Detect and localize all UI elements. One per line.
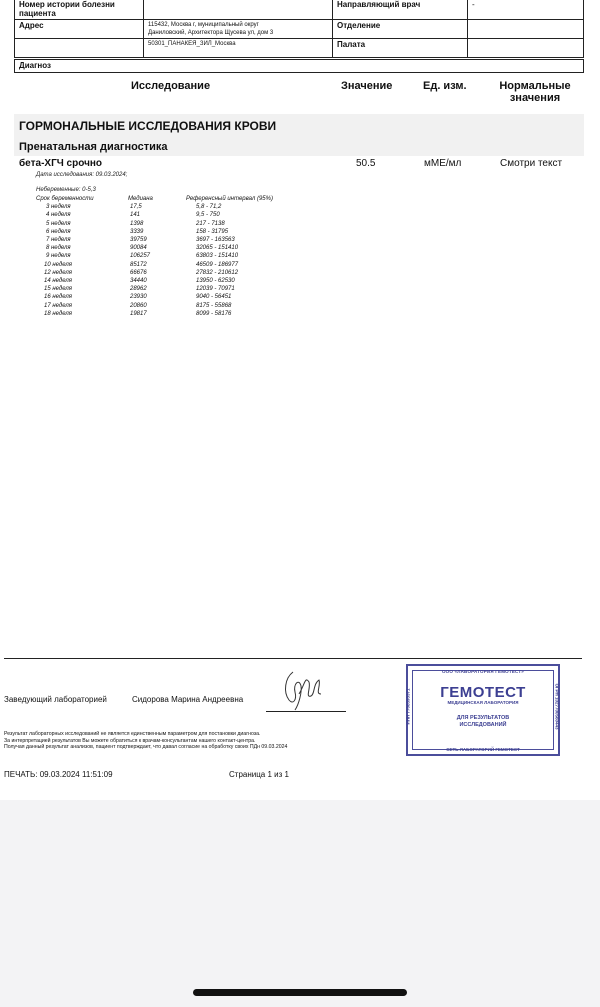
- ref-median: 39759: [130, 237, 147, 244]
- ref-term: 6 неделя: [46, 228, 71, 235]
- reference-row: [36, 302, 273, 310]
- test-unit: мМЕ/мл: [424, 158, 462, 169]
- nonpregnant-range: Небеременные: 0-5,3: [36, 187, 96, 193]
- ref-median: 66676: [130, 269, 147, 276]
- ref-interval: 9,5 - 750: [196, 212, 220, 219]
- blank-cell: [15, 39, 144, 58]
- ref-median: 17,5: [130, 204, 142, 211]
- department-value: [468, 20, 584, 39]
- page-number: Страница 1 из 1: [229, 770, 289, 779]
- stamp-brand: ГЕМОТЕСТ: [440, 684, 526, 701]
- ref-term: 3 неделя: [46, 204, 71, 211]
- diagnosis-label: Диагноз: [19, 61, 51, 70]
- ward-value: [468, 39, 584, 58]
- ref-term: 17 неделя: [44, 302, 72, 309]
- doctor-value: -: [468, 0, 584, 20]
- ref-interval: 32065 - 151410: [196, 245, 239, 252]
- reference-row: [36, 269, 273, 277]
- column-test: Исследование: [131, 80, 211, 92]
- ref-term: 14 неделя: [44, 278, 72, 285]
- column-norm: Нормальные значения: [499, 80, 571, 104]
- section-prenatal: Пренатальная диагностика: [14, 138, 584, 156]
- ref-median: 23930: [130, 294, 147, 301]
- signer-name: Сидорова Марина Андреевна: [132, 695, 244, 704]
- reference-row: [36, 310, 273, 318]
- lab-stamp: [406, 664, 560, 756]
- ref-median: 19817: [130, 310, 147, 317]
- ref-median: 106257: [130, 253, 151, 260]
- test-value: 50.5: [356, 158, 376, 169]
- history-label: Номер истории болезни пациента: [15, 0, 144, 20]
- ref-median: 3339: [130, 228, 144, 235]
- reference-row: [36, 220, 273, 228]
- ref-median: 141: [130, 212, 141, 219]
- stamp-inner-border: [412, 670, 554, 750]
- ref-interval: 9040 - 56451: [196, 294, 232, 301]
- empty-scroll-area: [0, 800, 600, 1007]
- stamp-network: СЕТЬ ЛАБОРАТОРИЙ ГЕМОТЕСТ: [446, 747, 520, 752]
- research-date: Дата исследования: 09.03.2024;: [36, 172, 128, 178]
- ref-term: 16 неделя: [44, 294, 72, 301]
- ward-label: Палата: [333, 39, 468, 58]
- ref-median: 34440: [130, 278, 147, 285]
- reference-row: [36, 236, 273, 244]
- home-indicator[interactable]: [193, 989, 407, 996]
- referral-code: 50301_ПАНАКЕЯ_ЗИЛ_Москва: [144, 39, 333, 58]
- ref-term: 10 неделя: [44, 261, 72, 268]
- ref-term: 7 неделя: [46, 237, 71, 244]
- ref-median: 20860: [130, 302, 147, 309]
- signer-role: Заведующий лабораторией: [4, 695, 107, 704]
- footer-divider: [4, 658, 582, 659]
- stamp-purpose: ДЛЯ РЕЗУЛЬТАТОВ ИССЛЕДОВАНИЙ: [456, 715, 510, 728]
- ref-header-interval: Референсный интервал (95%): [186, 196, 273, 202]
- reference-row: [36, 285, 273, 293]
- reference-row: [36, 261, 273, 269]
- column-value: Значение: [341, 80, 393, 92]
- stamp-inn: ИНН 7708593371: [405, 688, 411, 725]
- reference-row: [36, 211, 273, 219]
- reference-row: [36, 228, 273, 236]
- reference-row: [36, 252, 273, 260]
- reference-row: [36, 277, 273, 285]
- stamp-ogrn: ОГРН 1027700560443: [554, 683, 560, 730]
- ref-term: 15 неделя: [44, 286, 72, 293]
- reference-row: [36, 244, 273, 252]
- stamp-company: ООО «ЛАБОРАТОРИЯ ГЕМОТЕСТ»: [441, 669, 525, 674]
- ref-header-median: Медиана: [128, 196, 153, 202]
- disclaimer: Результат лабораторных исследований не является единственным параметром для постановки диагноза. За интерпретацией результатов Вы можете обратиться к врачам-консультантам нашего контакт-центра. Получая данный результат анализов, пациент подтверждает, что давал согласие на обработку своих ПДн 09.03.2024: [4, 731, 288, 750]
- patient-header-table: [14, 0, 584, 58]
- ref-interval: 8099 - 58176: [196, 310, 232, 317]
- address-value: 115432, Москва г, муниципальный округ Даниловский, Архитектора Щусева ул, дом 3: [144, 20, 333, 39]
- diagnosis-row: [14, 59, 584, 73]
- ref-median: 90084: [130, 245, 147, 252]
- ref-term: 8 неделя: [46, 245, 71, 252]
- ref-term: 4 неделя: [46, 212, 71, 219]
- signature-icon: [275, 664, 335, 714]
- ref-median: 28962: [130, 286, 147, 293]
- section-hormonal: ГОРМОНАЛЬНЫЕ ИССЛЕДОВАНИЯ КРОВИ: [14, 114, 584, 138]
- ref-term: 18 неделя: [44, 310, 72, 317]
- ref-interval: 8175 - 55868: [196, 302, 232, 309]
- print-timestamp: ПЕЧАТЬ: 09.03.2024 11:51:09: [4, 770, 113, 779]
- history-value: [144, 0, 333, 20]
- reference-row: [36, 293, 273, 301]
- ref-interval: 158 - 31795: [196, 228, 229, 235]
- doctor-label: Направляющий врач: [333, 0, 468, 20]
- test-norm: Смотри текст: [500, 158, 563, 169]
- address-label: Адрес: [15, 20, 144, 39]
- reference-table: [36, 195, 273, 318]
- stamp-subtitle: МЕДИЦИНСКАЯ ЛАБОРАТОРИЯ: [447, 700, 519, 705]
- ref-interval: 63803 - 151410: [196, 253, 239, 260]
- ref-term: 12 неделя: [44, 269, 72, 276]
- ref-interval: 5,8 - 71,2: [196, 204, 222, 211]
- ref-header-term: Срок беременности: [36, 196, 94, 202]
- ref-median: 1398: [130, 220, 144, 227]
- ref-term: 5 неделя: [46, 220, 71, 227]
- ref-median: 85172: [130, 261, 147, 268]
- ref-interval: 27832 - 210612: [196, 269, 239, 276]
- ref-interval: 217 - 7138: [196, 220, 225, 227]
- ref-term: 9 неделя: [46, 253, 71, 260]
- reference-row: [36, 203, 273, 211]
- ref-interval: 46509 - 186977: [196, 261, 239, 268]
- ref-interval: 12039 - 70971: [196, 286, 235, 293]
- department-label: Отделение: [333, 20, 468, 39]
- ref-interval: 3697 - 163563: [196, 237, 235, 244]
- ref-interval: 13950 - 62530: [196, 278, 235, 285]
- column-unit: Ед. изм.: [423, 80, 467, 92]
- test-name: бета-ХГЧ срочно: [19, 158, 103, 169]
